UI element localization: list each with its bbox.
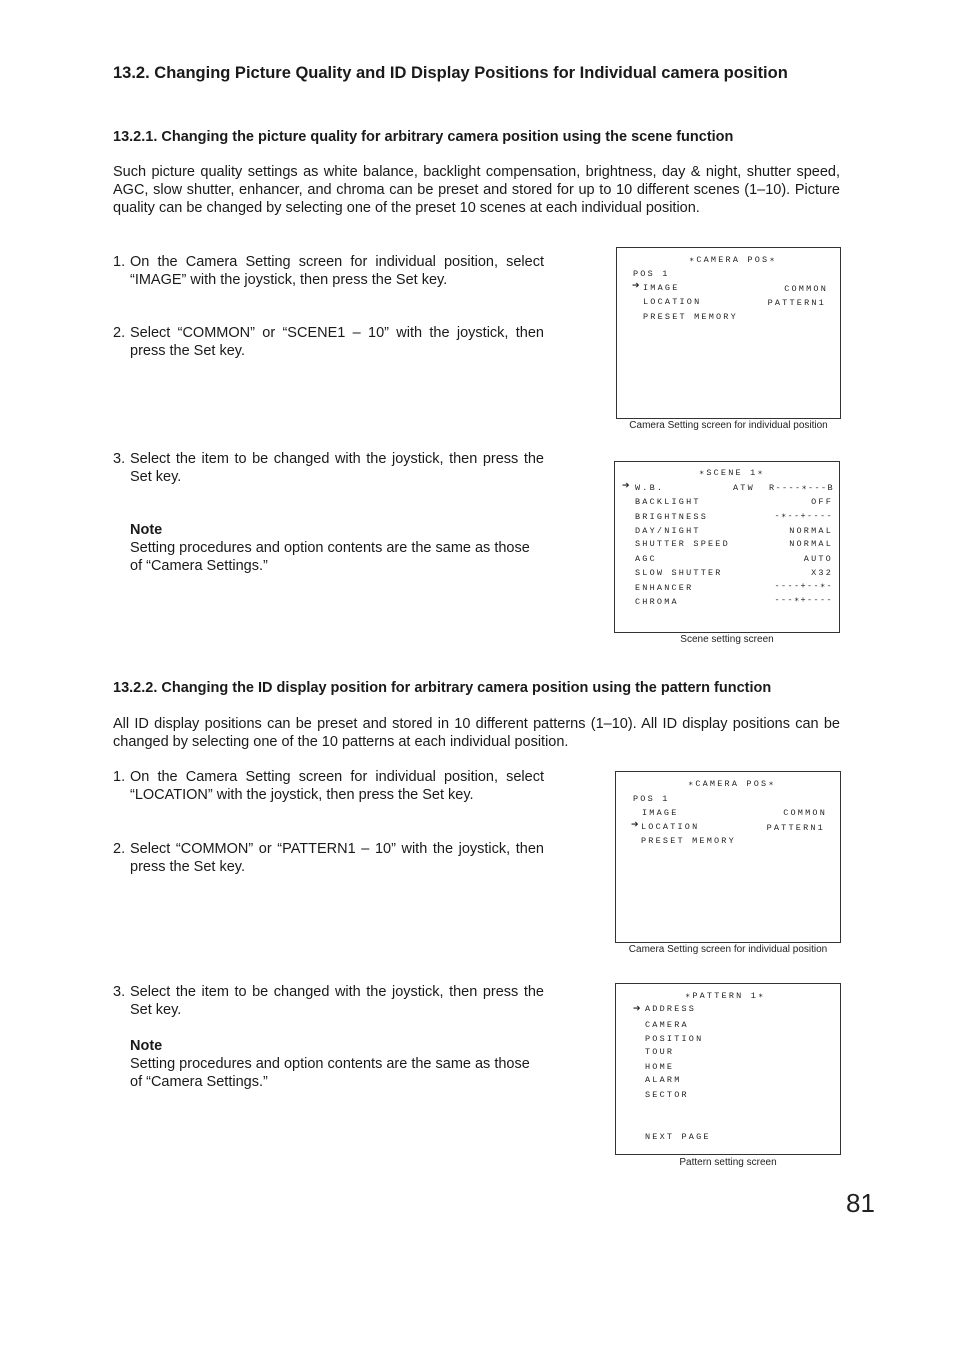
scene-row-value: -∗--+---- <box>774 511 833 521</box>
scene-row-label: W.B. <box>635 483 665 493</box>
scene-intro-paragraph: Such picture quality settings as white balance, backlight compensation, brightness, day & night, shutter speed, AGC, slow shutter, enhancer, and chroma can be preset and stored for up to 10 different scenes (1–10). Picture quality can be changed by selecting one of the preset 10 scenes at each individual position. <box>113 164 840 216</box>
step-number: 2. <box>113 841 126 857</box>
note-text: Setting procedures and option contents are the same as those of “Camera Settings.” <box>130 540 530 574</box>
page-number: 81 <box>846 1188 875 1218</box>
step-number: 3. <box>113 984 126 1000</box>
step-number: 1. <box>113 254 126 270</box>
scene-row-label: BACKLIGHT <box>635 497 701 507</box>
menu-item-preset-memory: PRESET MEMORY <box>643 312 738 322</box>
pattern-step-3 <box>113 983 544 1019</box>
pattern-item-next-page: NEXT PAGE <box>645 1132 711 1142</box>
scene-step-3 <box>113 450 544 486</box>
step-text: Select the item to be changed with the joystick, then press the Set key. <box>130 451 544 485</box>
scene-row-mode: ATW <box>733 483 755 493</box>
scene-row-label: BRIGHTNESS <box>635 512 709 522</box>
pattern-item-alarm: ALARM <box>645 1075 682 1085</box>
camera-pos-screen-location <box>615 771 841 943</box>
scene-row-label: ENHANCER <box>635 583 694 593</box>
note-label: Note <box>130 522 163 538</box>
pattern-item-camera: CAMERA <box>645 1020 689 1030</box>
step-text: Select “COMMON” or “PATTERN1 – 10” with the joystick, then press the Set key. <box>130 841 544 875</box>
value-pattern1: PATTERN1 <box>767 298 826 308</box>
screen-caption: Pattern setting screen <box>679 1157 777 1168</box>
arrow-right-icon: ➔ <box>631 820 639 830</box>
scene-row-value: NORMAL <box>789 526 833 536</box>
value-pattern1: PATTERN1 <box>766 823 825 833</box>
scene-row-value: OFF <box>811 497 833 507</box>
pattern-step-1 <box>113 768 544 804</box>
screen-caption: Scene setting screen <box>680 634 774 645</box>
menu-item-preset-memory: PRESET MEMORY <box>641 836 736 846</box>
scene-row-value: NORMAL <box>789 539 833 549</box>
scene-row-label: SHUTTER SPEED <box>635 539 730 549</box>
note-label: Note <box>130 1038 163 1054</box>
step-text: On the Camera Setting screen for individual position, select “LOCATION” with the joystick, then press the Set key. <box>130 769 544 803</box>
scene-row-label: AGC <box>635 554 657 564</box>
step-text: On the Camera Setting screen for individual position, select “IMAGE” with the joystick, then press the Set key. <box>130 254 544 288</box>
scene-setting-screen <box>614 461 840 633</box>
pattern-note <box>130 1037 544 1091</box>
pattern-intro-paragraph: All ID display positions can be preset and stored in 10 different patterns (1–10). All ID display positions can be changed by selecting one of the 10 patterns at each individual position. <box>113 716 840 750</box>
pattern-item-home: HOME <box>645 1062 675 1072</box>
section-title: 13.2. Changing Picture Quality and ID Display Positions for Individual camera position <box>113 64 788 82</box>
screen-title: ∗CAMERA POS∗ <box>688 779 776 789</box>
pattern-item-position: POSITION <box>645 1034 704 1044</box>
step-number: 1. <box>113 769 126 785</box>
step-text: Select the item to be changed with the joystick, then press the Set key. <box>130 984 544 1018</box>
scene-row-label: CHROMA <box>635 597 679 607</box>
screen-title: ∗CAMERA POS∗ <box>689 255 777 265</box>
screen-caption: Camera Setting screen for individual position <box>629 420 828 431</box>
subsection-title-scene: 13.2.1. Changing the picture quality for arbitrary camera position using the scene function <box>113 129 734 145</box>
scene-row-value: ----+--∗- <box>774 581 833 591</box>
screen-title: ∗PATTERN 1∗ <box>685 991 766 1001</box>
step-number: 2. <box>113 325 126 341</box>
scene-row-value: ---∗+---- <box>774 595 833 605</box>
scene-row-value: R----∗---B <box>768 483 834 493</box>
pattern-item-sector: SECTOR <box>645 1090 689 1100</box>
screen-title: ∗SCENE 1∗ <box>699 468 765 478</box>
scene-row-value: AUTO <box>803 554 833 564</box>
pattern-setting-screen <box>615 983 841 1155</box>
value-common: COMMON <box>784 284 828 294</box>
scene-note <box>130 521 544 575</box>
step-text: Select “COMMON” or “SCENE1 – 10” with the joystick, then press the Set key. <box>130 325 544 359</box>
pattern-item-tour: TOUR <box>645 1047 675 1057</box>
menu-item-image: IMAGE <box>643 283 680 293</box>
scene-row-label: DAY/NIGHT <box>635 526 701 536</box>
step-number: 3. <box>113 451 126 467</box>
menu-item-image: IMAGE <box>642 808 679 818</box>
pattern-step-2 <box>113 840 544 876</box>
pos-label: POS 1 <box>633 269 670 279</box>
scene-step-2 <box>113 324 544 360</box>
scene-step-1 <box>113 253 544 289</box>
scene-row-value: X32 <box>811 568 833 578</box>
pattern-item-address: ADDRESS <box>645 1004 697 1014</box>
note-text: Setting procedures and option contents are the same as those of “Camera Settings.” <box>130 1056 530 1090</box>
scene-row-label: SLOW SHUTTER <box>635 568 723 578</box>
pos-label: POS 1 <box>633 794 670 804</box>
menu-item-location: LOCATION <box>643 297 702 307</box>
arrow-right-icon: ➔ <box>633 1004 641 1014</box>
subsection-title-pattern: 13.2.2. Changing the ID display position for arbitrary camera position using the pattern function <box>113 680 772 696</box>
camera-pos-screen-image <box>616 247 841 419</box>
screen-caption: Camera Setting screen for individual position <box>628 944 828 955</box>
value-common: COMMON <box>783 808 827 818</box>
arrow-right-icon: ➔ <box>632 281 640 291</box>
menu-item-location: LOCATION <box>641 822 700 832</box>
arrow-right-icon: ➔ <box>622 481 630 491</box>
